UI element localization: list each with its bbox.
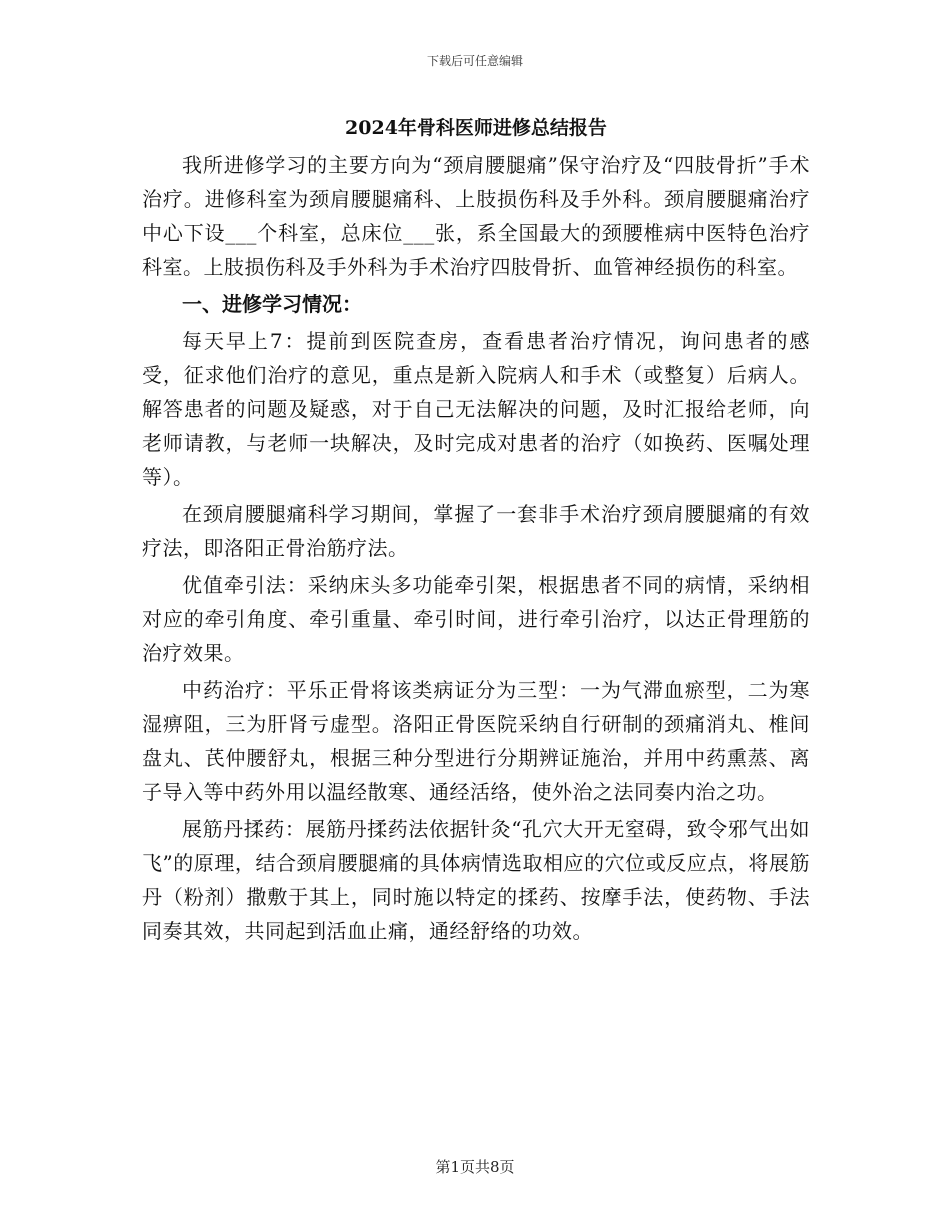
herbal-treatment-paragraph: 中药治疗：平乐正骨将该类病证分为三型：一为气滞血瘀型，二为寒湿痹阻，三为肝肾亏虚型。洛阳正骨医院采纳自行研制的颈痛消丸、椎间盘丸、芪仲腰舒丸，根据三种分型进行分期辨证施治，并用中药熏蒸、离子导入等中药外用以温经散寒、通经活络，使外治之法同奏内治之功。: [142, 678, 810, 804]
page-footer: 第1页共8页: [435, 1158, 515, 1176]
ointment-massage-paragraph: 展筋丹揉药：展筋丹揉药法依据针灸“孔穴大开无窒碍，致令邪气出如飞”的原理，结合颈肩腰腿痛的具体病情选取相应的穴位或反应点，将展筋丹（粉剂）撒敷于其上，同时施以特定的揉药、按摩手法，使药物、手法同奏其效，共同起到活血止痛，通经舒络的功效。: [142, 817, 810, 943]
section-heading: 一、进修学习情况：: [182, 292, 362, 316]
daily-routine-paragraph: 每天早上7：提前到医院查房，查看患者治疗情况，询问患者的感受，征求他们治疗的意见，重点是新入院病人和手术（或整复）后病人。解答患者的问题及疑惑，对于自己无法解决的问题，及时汇报给老师，向老师请教，与老师一块解决，及时完成对患者的治疗（如换药、医嘱处理等）。: [142, 329, 810, 489]
traction-paragraph: 优值牵引法：采纳床头多功能牵引架，根据患者不同的病情，采纳相对应的牵引角度、牵引重量、牵引时间，进行牵引治疗，以达正骨理筋的治疗效果。: [142, 573, 810, 665]
therapy-intro-paragraph: 在颈肩腰腿痛科学习期间，掌握了一套非手术治疗颈肩腰腿痛的有效疗法，即洛阳正骨治筋疗法。: [142, 502, 810, 560]
page-header: 下载后可任意编辑: [426, 54, 523, 68]
intro-paragraph: 我所进修学习的主要方向为“颈肩腰腿痛”保守治疗及“四肢骨折”手术治疗。进修科室为颈肩腰腿痛科、上肢损伤科及手外科。颈肩腰腿痛治疗中心下设___个科室，总床位___张，系全国最大的颈腰椎病中医特色治疗科室。上肢损伤科及手外科为手术治疗四肢骨折、血管神经损伤的科室。: [142, 153, 810, 279]
document-body: [142, 114, 810, 948]
document-title: 2024年骨科医师进修总结报告: [345, 117, 607, 139]
